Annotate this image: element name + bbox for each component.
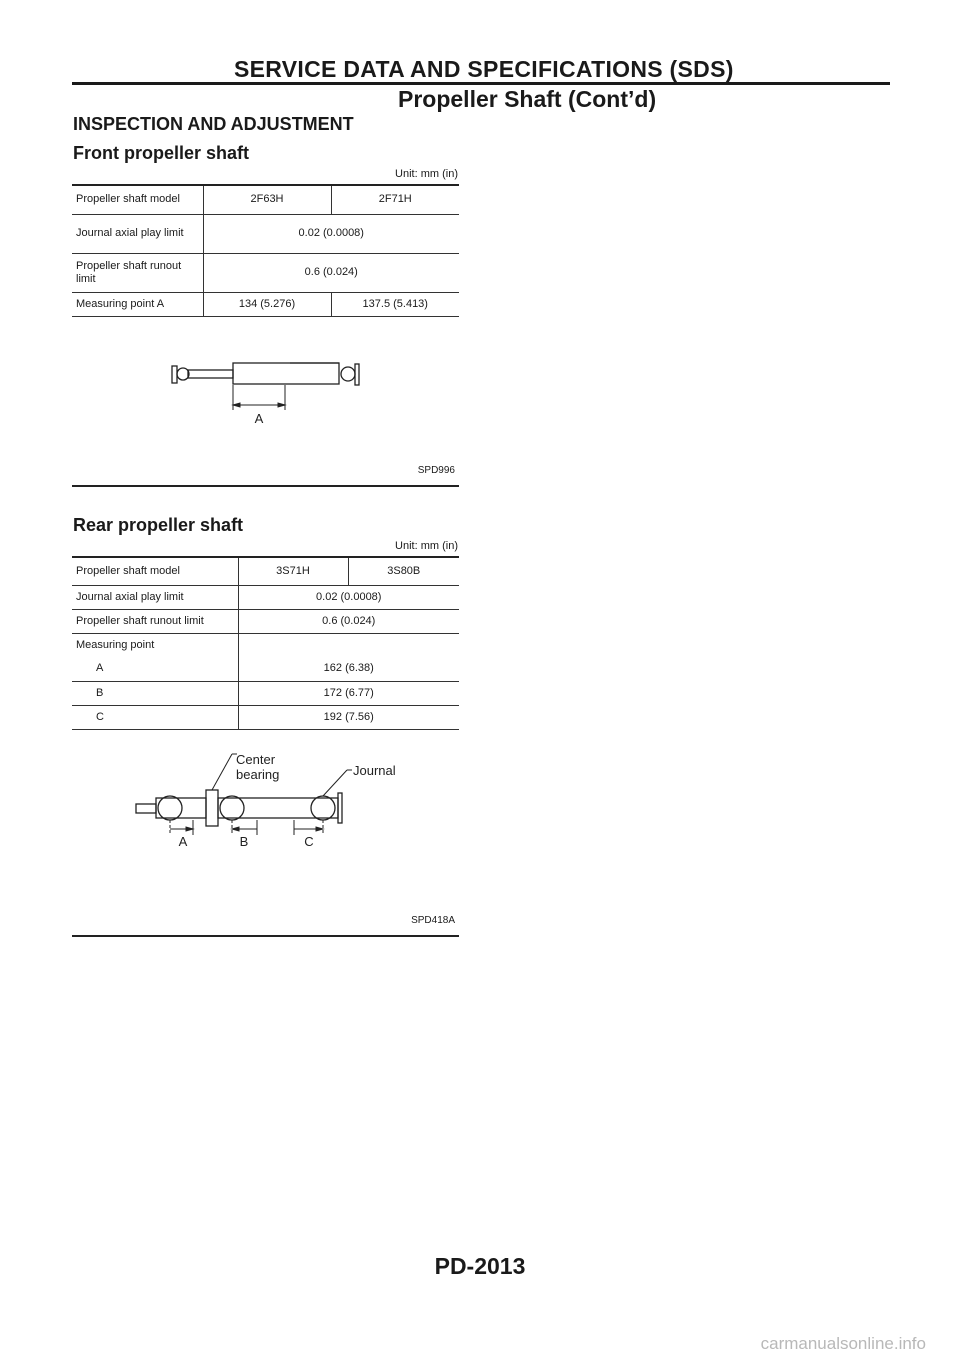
front-figure-id: SPD996 [417,465,455,476]
front-journal-value: 0.02 (0.0008) [203,214,459,253]
header-divider [72,82,890,85]
front-model-v1: 2F63H [203,185,331,214]
rear-shaft-drawing [72,730,459,935]
front-runout-value: 0.6 (0.024) [203,253,459,292]
table-row [72,633,459,657]
front-unit-note: Unit: mm (in) [395,168,458,180]
table-row [72,253,459,292]
rear-fig-label-a: A [178,834,188,849]
rear-model-v1: 3S71H [238,557,348,585]
front-journal-label: Journal axial play limit [72,214,203,253]
rear-fig-label-b: B [239,834,249,849]
front-model-v2: 2F71H [331,185,459,214]
rear-figure-id: SPD418A [411,915,455,926]
section-title: INSPECTION AND ADJUSTMENT [73,114,354,134]
rear-point-b-value: 172 (6.77) [238,681,459,705]
rear-journal-label: Journal axial play limit [72,585,238,609]
front-model-label: Propeller shaft model [72,185,203,214]
table-row [72,705,459,729]
front-fig-label-a: A [254,411,264,426]
rear-unit-note: Unit: mm (in) [395,540,458,552]
table-row [72,292,459,316]
table-row [72,214,459,253]
table-row [72,557,459,585]
rear-journal-value: 0.02 (0.0008) [238,585,459,609]
rear-measuring-label: Measuring point [76,638,155,651]
rear-shaft-figure [72,730,459,937]
table-row [72,185,459,214]
rear-point-a-label: A [72,657,238,681]
rear-runout-label: Propeller shaft runout limit [72,609,238,633]
rear-model-v2: 3S80B [348,557,459,585]
rear-spec-table [72,556,459,730]
front-measuring-label: Measuring point A [72,292,203,316]
rear-fig-label-c: C [304,834,314,849]
table-row [72,585,459,609]
section-header-subtitle: Propeller Shaft (Cont’d) [398,86,657,112]
rear-point-c-label: C [72,705,238,729]
table-row [72,681,459,705]
front-shaft-title: Front propeller shaft [73,143,250,163]
page-number: PD-2013 [434,1253,526,1279]
rear-fig-journal-label: Journal [353,763,396,778]
front-shaft-drawing [72,315,459,485]
front-shaft-figure [72,315,459,487]
table-row [72,609,459,633]
rear-point-a-value: 162 (6.38) [238,657,459,681]
rear-fig-center-label-1: Center [236,752,276,767]
rear-fig-center-label-2: bearing [236,767,280,782]
table-row [72,657,459,681]
rear-point-b-label: B [72,681,238,705]
front-runout-label: Propeller shaft runout limit [72,253,203,292]
watermark: carmanualsonline.info [760,1334,926,1353]
rear-runout-value: 0.6 (0.024) [238,609,459,633]
rear-model-label: Propeller shaft model [72,557,238,585]
front-spec-table [72,184,459,317]
section-header-title: SERVICE DATA AND SPECIFICATIONS (SDS) [234,56,734,82]
rear-shaft-title: Rear propeller shaft [73,515,244,535]
rear-point-c-value: 192 (7.56) [238,705,459,729]
front-measuring-v1: 134 (5.276) [203,292,331,316]
front-measuring-v2: 137.5 (5.413) [331,292,459,316]
